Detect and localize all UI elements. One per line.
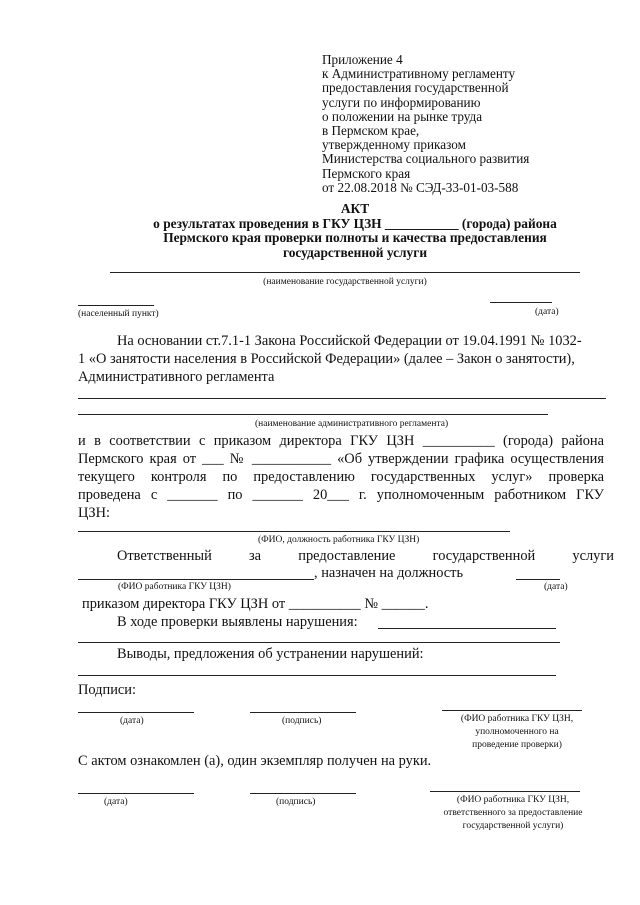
paragraph-3-line-1: Ответственный за предоставление государственной услуги [117,548,614,564]
violations-label: В ходе проверки выявлены нарушения: [117,614,358,630]
header-line: от 22.08.2018 № СЭД-33-01-03-588 [322,179,519,195]
sig2-fio-line[interactable] [430,791,580,792]
sig2-date-line[interactable] [78,793,194,794]
employee-fio-position-line[interactable] [78,531,510,532]
title-line-3: Пермского края проверки полноты и качества предоставления [163,230,547,246]
sig1-signature-caption: (подпись) [282,716,322,726]
header-line: утвержденному приказом [322,137,466,153]
sig2-fio-caption-1: (ФИО работника ГКУ ЦЗН, [456,795,570,805]
sig2-signature-caption: (подпись) [276,797,316,807]
appointment-date-caption: (дата) [544,582,568,592]
sig1-fio-caption-1: (ФИО работника ГКУ ЦЗН, [460,714,574,724]
sig2-date-caption: (дата) [104,797,128,807]
paragraph-3-line-2: , назначен на должность [314,565,464,581]
violations-line-1[interactable] [378,628,556,629]
header-line: Пермского края [322,165,411,181]
conclusions-label: Выводы, предложения об устранении нарушений: [117,646,424,662]
violations-line-2[interactable] [78,642,560,643]
paragraph-1-line-3: Административного регламента [78,369,275,385]
regulation-name-line-1[interactable] [78,398,606,399]
paragraph-2-line-2: Пермского края от ___ № ___________ «Об утверждении графика осуществления [78,451,604,467]
header-line: о положении на рынке труда [322,108,483,124]
sig1-fio-caption-2: уполномоченного на [475,727,559,737]
paragraph-3-line-3: приказом директора ГКУ ЦЗН от __________ № ______. [82,596,429,612]
employee-fio-caption: (ФИО работника ГКУ ЦЗН) [118,582,231,592]
sig1-fio-caption-3: проведение проверки) [472,740,562,750]
header-line: услуги по информированию [322,94,481,110]
responsible-employee-line[interactable] [78,579,314,580]
header-line: предоставления государственной [322,80,509,96]
title-line-2: о результатах проведения в ГКУ ЦЗН ___________ (города) района [153,215,557,231]
appendix-header [322,53,529,195]
paragraph-2-line-3: текущего контроля по предоставлению государственных услуг» проверка [78,469,604,485]
paragraph-2-line-5: ЦЗН: [78,505,110,521]
service-name-line[interactable] [110,272,580,273]
date-caption: (дата) [535,307,559,317]
sig2-fio-caption-3: государственной услуги) [462,821,564,831]
paragraph-2-line-1: и в соответствии с приказом директора ГКУ ЦЗН __________ (города) района [78,433,604,449]
locality-line[interactable] [78,305,154,306]
regulation-name-caption: (наименование административного регламента) [255,419,449,429]
acknowledgement-text: С актом ознакомлен (а), один экземпляр получен на руки. [78,753,432,769]
conclusions-line[interactable] [78,675,556,676]
header-line: к Административному регламенту [322,66,516,82]
regulation-name-line-2[interactable] [78,414,548,415]
sig1-signature-line[interactable] [250,712,356,713]
header-line: Министерства социального развития [322,151,530,167]
document-title [70,202,640,260]
signatures-label: Подписи: [78,682,136,698]
paragraph-1-line-1: На основании ст.7.1-1 Закона Российской Федерации от 19.04.1991 № 1032- [117,333,582,349]
title-line-4: государственной услуги [282,244,428,260]
sig2-fio-caption-2: ответственного за предоставление [443,808,583,818]
sig1-date-line[interactable] [78,712,194,713]
sig1-fio-line[interactable] [442,710,582,711]
locality-caption: (населенный пункт) [78,309,159,319]
header-line: Приложение 4 [322,52,403,67]
employee-fio-position-caption: (ФИО, должность работника ГКУ ЦЗН) [258,535,420,545]
paragraph-2-line-4: проведена с _______ по _______ 20___ г. уполномоченным работником ГКУ [78,487,604,503]
header-line: в Пермском крае, [322,123,420,139]
date-line[interactable] [490,302,552,303]
paragraph-1-line-2: 1 «О занятости населения в Российской Федерации» (далее – Закон о занятости), [78,351,575,367]
title-line-1: АКТ [340,201,370,216]
appointment-date-line[interactable] [516,579,560,580]
sig2-signature-line[interactable] [250,793,356,794]
sig1-date-caption: (дата) [120,716,144,726]
service-name-caption: (наименование государственной услуги) [263,277,427,287]
